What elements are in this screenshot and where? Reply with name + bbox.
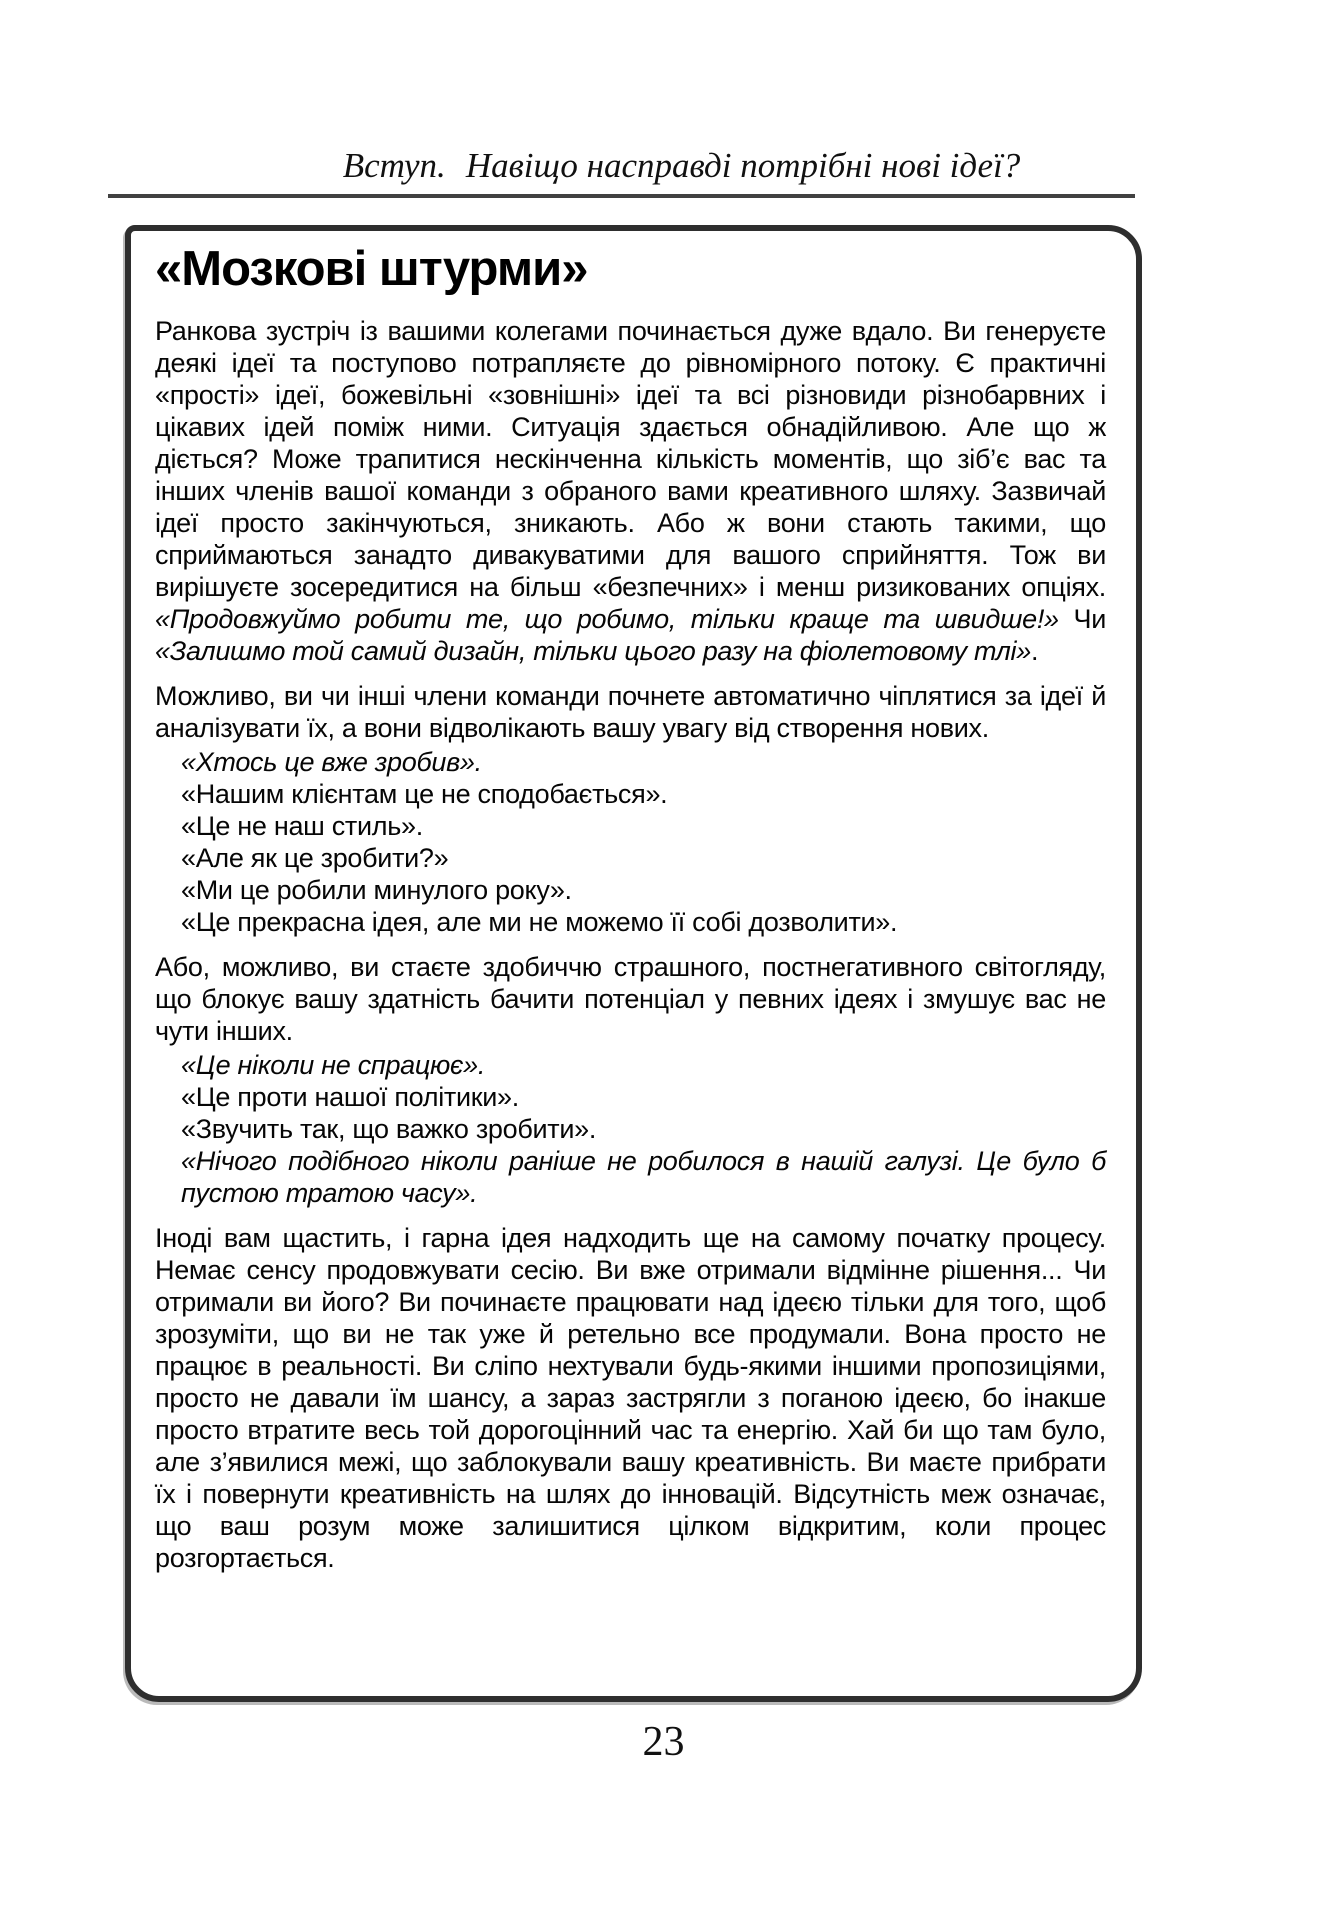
box-title: «Мозкові штурми» [155,242,588,296]
paragraph-3: Або, можливо, ви стаєте здобиччю страшного, постнегативного світогляду, що блокує вашу здатність бачити потенціал у певних ідеях і змушує вас не чути інших. [155,952,1106,1046]
page-number: 23 [642,1719,685,1765]
paragraph-1-quote-2: «Залишмо той самий дизайн, тільки цього разу на фіолетовому тлі» [155,636,1031,666]
quote-line: «Ми це робили минулого року». [181,875,572,905]
running-header [108,146,1135,186]
quote-line: «Це ніколи не спрацює». [181,1050,486,1080]
quote-line: «Це проти нашої політики». [181,1082,519,1112]
quote-line: «Хтось це вже зробив». [181,747,482,777]
quote-line: «Звучить так, що важко зробити». [181,1114,597,1144]
paragraph-4: Іноді вам щастить, і гарна ідея надходить ще на самому початку процесу. Немає сенсу продовжувати сесію. Ви вже отримали відмінне рішення... Чи отримали ви його? Ви починаєте працювати над ідеєю тільки для того, щоб зрозуміти, що ви не так уже й ретельно все продумали. Вона просто не працює в реальності. Ви сліпо нехтували будь-якими іншими пропозиціями, просто не давали їм шансу, а зараз застрягли з поганою ідеєю, бо інакше просто втратите весь той дорогоцінний час та енергію. Хай би що там було, але з’явилися межі, що заблокували вашу креативність. Ви маєте прибрати їх і повернути креативність на шлях до інновацій. Відсутність меж означає, що ваш розум може залишитися цілком відкритим, коли процес розгортається. [155,1223,1106,1573]
quote-line: «Це не наш стиль». [181,811,423,841]
header-rule [108,194,1135,198]
objections-list-1 [155,746,1106,938]
paragraph-1 [155,315,1106,667]
quote-line: «Нашим клієнтам це не сподобається». [181,779,668,809]
running-header-section: Вступ. [342,146,446,185]
quote-line: «Але як це зробити?» [181,843,449,873]
quote-line: «Нічого подібного ніколи раніше не робилося в нашій галузі. Це було б пустою тратою часу». [181,1146,1106,1208]
running-header-chapter: Навіщо насправді потрібні нові ідеї? [465,146,1021,185]
paragraph-1-connector: Чи [1058,604,1106,634]
paragraph-1-text: Ранкова зустріч із вашими колегами починається дуже вдало. Ви генеруєте деякі ідеї та поступово потрапляєте до рівномірного потоку. Є практичні «прості» ідеї, божевільні «зовнішні» ідеї та всі різновиди різнобарвних і цікавих ідей поміж ними. Ситуація здається обнадійливою. Але що ж діється? Може трапитися нескінченна кількість моментів, що зіб’є вас та інших членів вашої команди з обраного вами креативного шляху. Зазвичай ідеї просто закінчуються, зникають. Або ж вони стають такими, що сприймаються занадто дивакуватими для вашого сприйняття. Тож ви вирішуєте зосередитися на більш «безпечних» і менш ризикованих опціях. [155,316,1106,602]
quote-line: «Це прекрасна ідея, але ми не можемо її собі дозволити». [181,907,898,937]
paragraph-2: Можливо, ви чи інші члени команди почнете автоматично чіплятися за ідеї й аналізувати їх, а вони відволікають вашу увагу від створення нових. [155,681,1106,743]
paragraph-1-quote-1: «Продовжуймо робити те, що робимо, тільки краще та швидше!» [155,604,1059,634]
paragraph-1-period: . [1030,636,1039,666]
objections-list-2 [155,1049,1106,1209]
content-box [125,225,1142,1702]
